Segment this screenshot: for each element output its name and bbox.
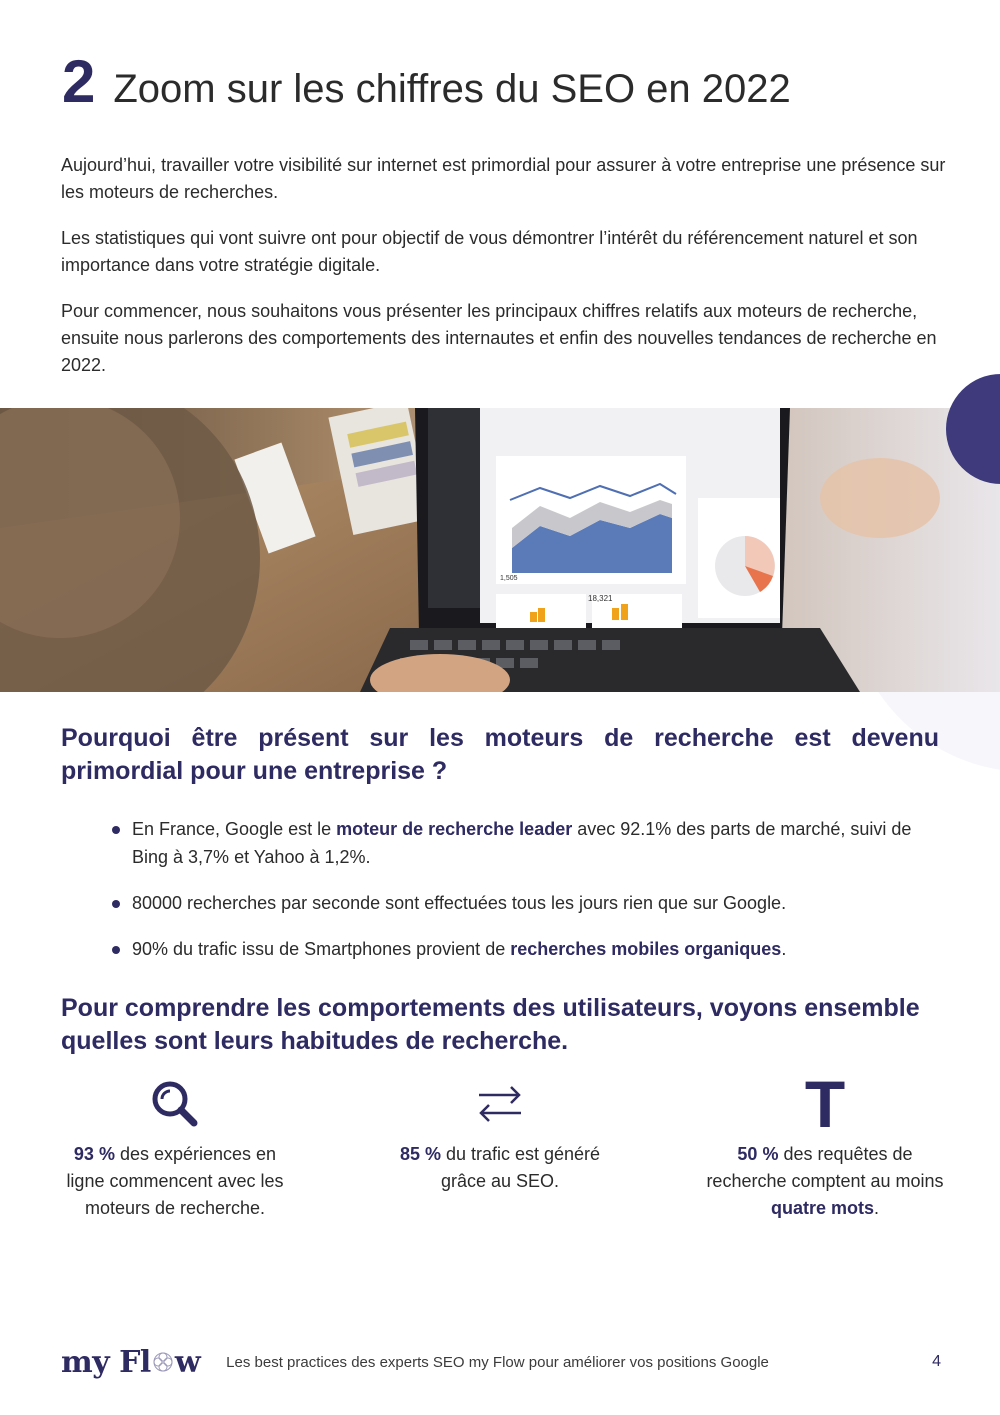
page-footer [61, 1340, 941, 1384]
list-item: En France, Google est le moteur de recherche leader avec 92.1% des parts de marché, suivi de Bing à 3,7% et Yahoo à 1,2%. [112, 815, 944, 871]
list-item: 80000 recherches par seconde sont effectuées tous les jours rien que sur Google. [112, 889, 944, 917]
hero-image [0, 408, 1000, 692]
list-item: 90% du trafic issu de Smartphones provient de recherches mobiles organiques. [112, 935, 944, 963]
intro-text [61, 152, 946, 398]
heading-why-search-engines: Pourquoi être présent sur les moteurs de recherche est devenu primordial pour une entreprise ? [61, 724, 939, 785]
highlight: recherches mobiles organiques [510, 939, 782, 959]
laptop-dashboard-illustration [0, 408, 1000, 692]
magnifier-icon [55, 1075, 295, 1133]
highlight: moteur de recherche leader [336, 819, 573, 839]
section-number: 2 [62, 48, 96, 115]
heading-user-behaviour: Pour comprendre les comportements des utilisateurs, voyons ensemble quelles sont leurs habitudes de recherche. [61, 994, 920, 1055]
stat-text: 93 % des expériences en ligne commencent avec les moteurs de recherche. [66, 1144, 284, 1218]
arrows-exchange-icon [380, 1075, 620, 1133]
letter-t-icon: T [804, 1067, 846, 1141]
section-title [62, 48, 791, 115]
dashboard-number: 18,321 [588, 594, 613, 603]
key-figures-list [112, 815, 944, 981]
stat-query-length [705, 1067, 945, 1222]
section-title-text: Zoom sur les chiffres du SEO en 2022 [113, 67, 791, 111]
intro-paragraph: Pour commencer, nous souhaitons vous présenter les principaux chiffres relatifs aux moteurs de recherche, ensuite nous parlerons des comportements des internautes et enfin des nouvelles tendances de recherche en 2022. [61, 301, 937, 375]
dashboard-number: 1,505 [500, 575, 518, 582]
stat-text: 50 % des requêtes de recherche comptent au moins quatre mots. [706, 1144, 944, 1218]
stat-text: 85 % du trafic est généré grâce au SEO. [399, 1144, 601, 1191]
intro-paragraph: Aujourd’hui, travailler votre visibilité sur internet est primordial pour assurer à votre entreprise une présence sur les moteurs de recherches. [61, 155, 946, 202]
footer-text: Les best practices des experts SEO my Flow pour améliorer vos positions Google [226, 1353, 769, 1371]
stat-online-experiences [55, 1075, 295, 1222]
intro-paragraph: Les statistiques qui vont suivre ont pour objectif de vous démontrer l’intérêt du référencement naturel et son importance dans votre stratégie digitale. [61, 228, 918, 275]
myflow-logo: my Fl w [61, 1344, 201, 1380]
flower-icon [152, 1351, 174, 1373]
stat-seo-traffic [380, 1075, 620, 1195]
page-number: 4 [932, 1353, 941, 1370]
